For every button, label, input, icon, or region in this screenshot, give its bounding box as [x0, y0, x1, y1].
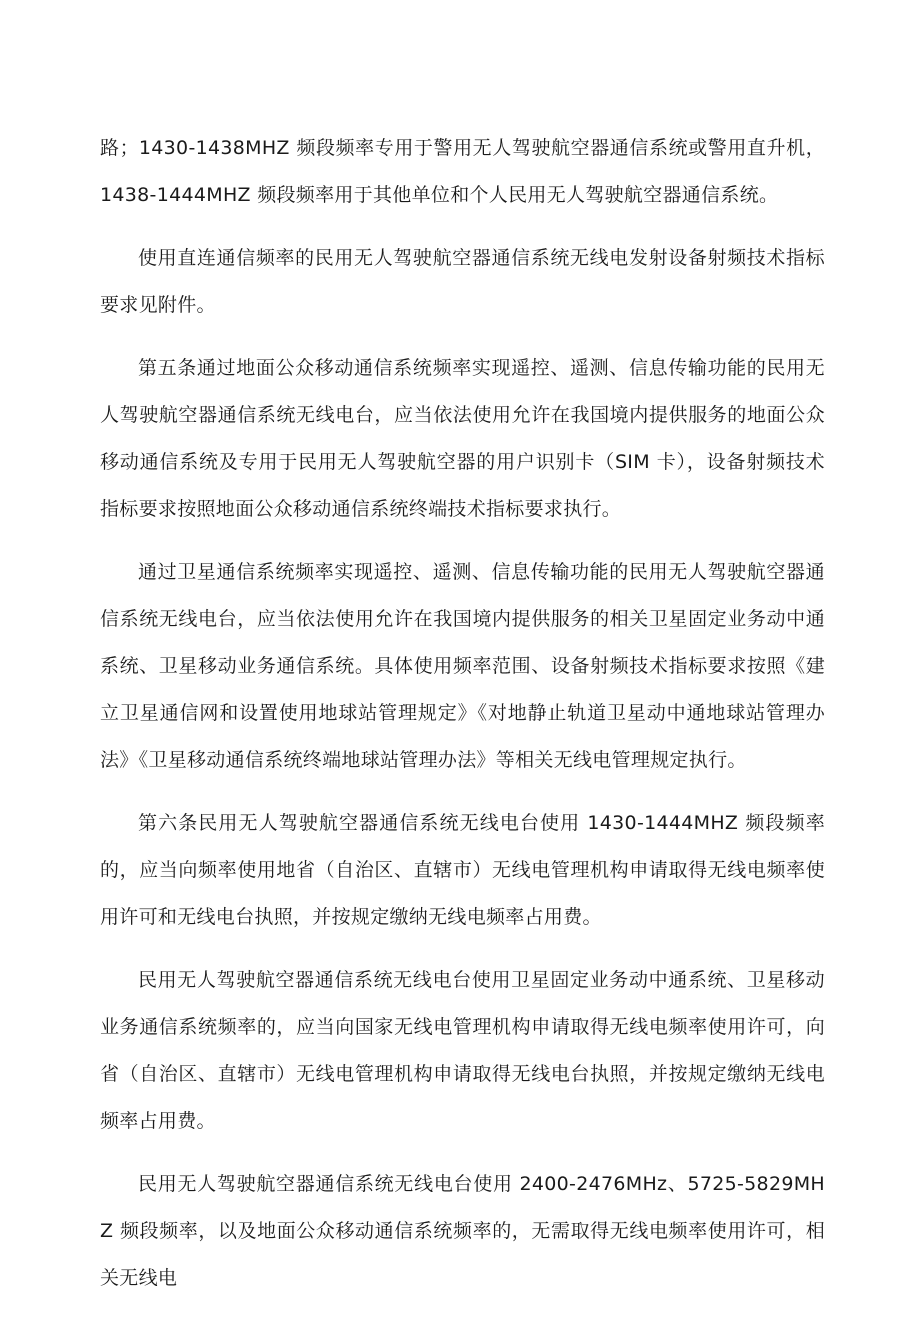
paragraph-3: 第五条通过地面公众移动通信系统频率实现遥控、遥测、信息传输功能的民用无人驾驶航空器通信系统无线电台，应当依法使用允许在我国境内提供服务的地面公众移动通信系统及专用于民用无人驾驶航空器的用户识别卡（SIM 卡），设备射频技术指标要求按照地面公众移动通信系统终端技术指标要求执行。	[100, 357, 825, 520]
paragraph-2: 使用直连通信频率的民用无人驾驶航空器通信系统无线电发射设备射频技术指标要求见附件。	[100, 247, 825, 316]
paragraph-7: 民用无人驾驶航空器通信系统无线电台使用 2400-2476MHz、5725-5829MHZ 频段频率，以及地面公众移动通信系统频率的，无需取得无线电频率使用许可，相关无线电	[100, 1173, 825, 1289]
paragraph-6: 民用无人驾驶航空器通信系统无线电台使用卫星固定业务动中通系统、卫星移动业务通信系统频率的，应当向国家无线电管理机构申请取得无线电频率使用许可，向省（自治区、直辖市）无线电管理机构申请取得无线电台执照，并按规定缴纳无线电频率占用费。	[100, 969, 825, 1132]
document-body	[100, 125, 825, 1318]
paragraph-5: 第六条民用无人驾驶航空器通信系统无线电台使用 1430-1444MHZ 频段频率的，应当向频率使用地省（自治区、直辖市）无线电管理机构申请取得无线电频率使用许可和无线电台执照，并按规定缴纳无线电频率占用费。	[100, 812, 825, 928]
paragraph-4: 通过卫星通信系统频率实现遥控、遥测、信息传输功能的民用无人驾驶航空器通信系统无线电台，应当依法使用允许在我国境内提供服务的相关卫星固定业务动中通系统、卫星移动业务通信系统。具体使用频率范围、设备射频技术指标要求按照《建立卫星通信网和设置使用地球站管理规定》《对地静止轨道卫星动中通地球站管理办法》《卫星移动通信系统终端地球站管理办法》等相关无线电管理规定执行。	[100, 561, 825, 771]
paragraph-1: 路；1430-1438MHZ 频段频率专用于警用无人驾驶航空器通信系统或警用直升机，1438-1444MHZ 频段频率用于其他单位和个人民用无人驾驶航空器通信系统。	[100, 137, 825, 206]
